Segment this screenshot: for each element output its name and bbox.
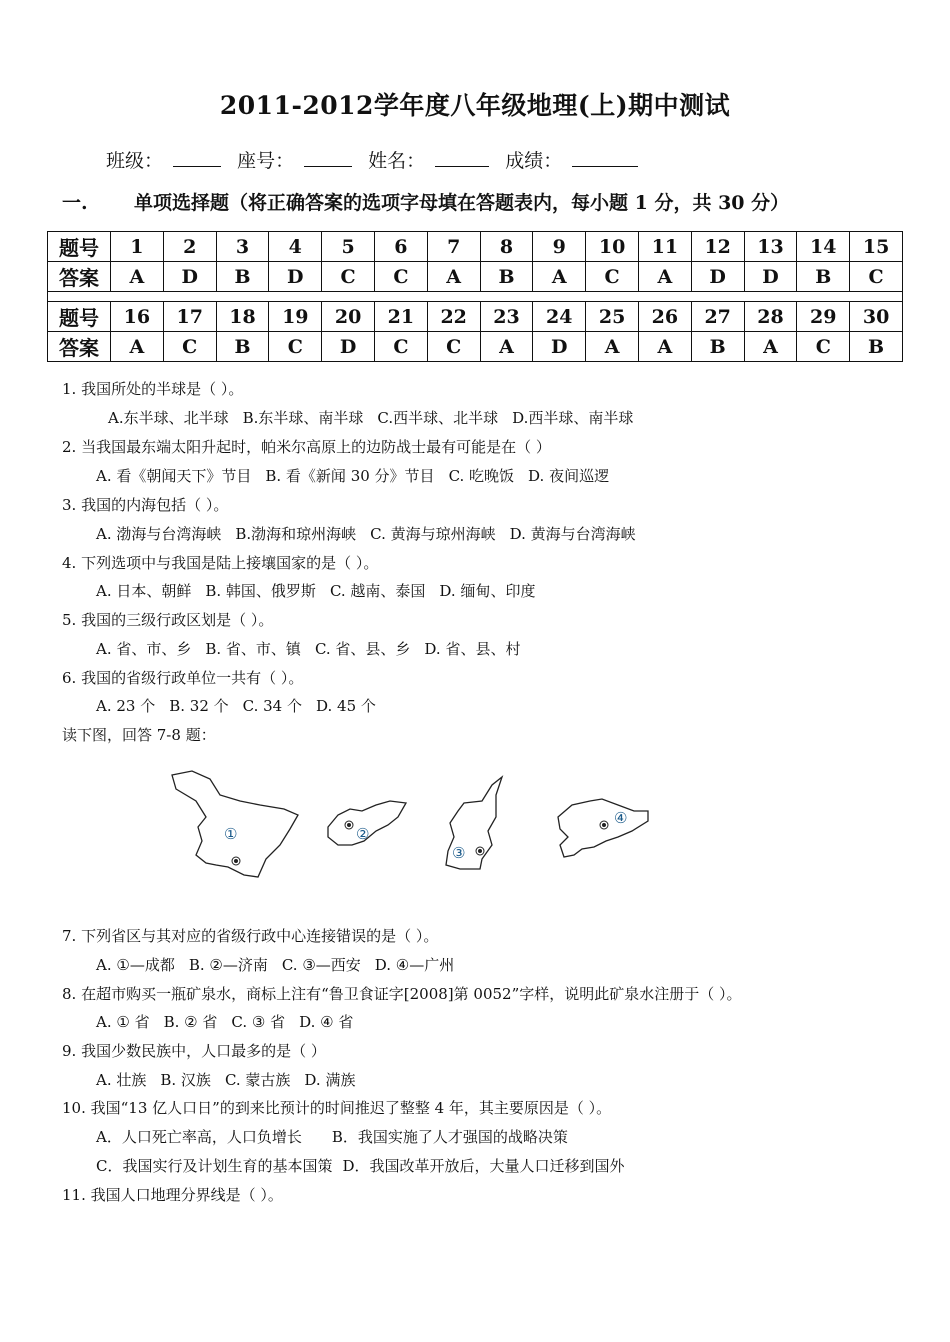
question-10-options-ab [96,1126,582,1147]
question-number-cell: 17 [163,302,216,332]
province-4-outline [558,799,648,857]
option[interactable]: A. 23 个 [96,697,156,715]
answer-cell[interactable]: C [427,332,480,362]
name-label: 姓名： [368,150,426,172]
answer-cell[interactable]: A [638,332,691,362]
answer-cell[interactable]: B [480,262,533,292]
answer-cell[interactable]: A [586,332,639,362]
question-2: 2. 当我国最东端太阳升起时，帕米尔高原上的边防战士最有可能是在（ ） [62,438,551,456]
question-3-options [96,523,650,544]
option[interactable]: C.西半球、北半球 [377,409,499,427]
question-number-cell: 30 [850,302,903,332]
question-number-header: 题号 [48,232,111,262]
section-instructions: 单项选择题（将正确答案的选项字母填在答题表内，每小题 1 分，共 30 分） [134,192,790,214]
option[interactable]: D. 45 个 [316,697,376,715]
read-instruction: 读下图，回答 7-8 题： [62,726,216,744]
question-number-cell: 20 [322,302,375,332]
question-number-row [48,232,903,262]
question-10-options-cd [96,1155,639,1176]
option[interactable]: C. 34 个 [242,697,302,715]
province-maps [162,765,672,885]
option[interactable]: C. 蒙古族 [224,1071,291,1089]
option[interactable]: B. ②—济南 [188,956,268,974]
option[interactable]: D. 省、县、村 [424,640,521,658]
question-number-cell: 7 [427,232,480,262]
option[interactable]: B. 省、市、镇 [205,640,301,658]
question-number-cell: 1 [111,232,164,262]
answer-row [48,262,903,292]
question-number-cell: 12 [691,232,744,262]
question-7: 7. 下列省区与其对应的省级行政中心连接错误的是（ ）。 [62,927,439,945]
student-info-line [106,146,648,173]
class-label: 班级： [106,150,164,172]
option[interactable]: A. ①—成都 [96,956,175,974]
option[interactable]: C. 省、县、乡 [314,640,411,658]
answer-cell[interactable]: B [691,332,744,362]
question-number-cell: 23 [480,302,533,332]
answer-cell[interactable]: D [691,262,744,292]
answer-cell[interactable]: A [111,262,164,292]
question-1-options [108,407,647,428]
answer-cell[interactable]: A [480,332,533,362]
option[interactable]: B.东半球、南半球 [242,409,364,427]
option[interactable]: B. 32 个 [169,697,229,715]
question-number-cell: 6 [374,232,427,262]
question-number-cell: 27 [691,302,744,332]
option[interactable]: A. 日本、朝鲜 [96,582,192,600]
question-number-cell: 9 [533,232,586,262]
answer-cell[interactable]: C [269,332,322,362]
map-label-3: ③ [452,844,466,862]
option[interactable]: C. 黄海与琼州海峡 [370,525,496,543]
map-label-2: ② [356,825,370,843]
question-number-cell: 22 [427,302,480,332]
option[interactable]: B. 韩国、俄罗斯 [205,582,316,600]
question-1: 1. 我国所处的半球是（ ）。 [62,380,244,398]
option[interactable]: B．我国实施了人才强国的战略决策 [331,1128,568,1146]
option[interactable]: B. ② 省 [163,1013,218,1031]
question-11: 11. 我国人口地理分界线是（ ）。 [62,1186,283,1204]
question-number-cell: 29 [797,302,850,332]
question-number-cell: 16 [111,302,164,332]
option[interactable]: A. 看《朝闻天下》节目 [96,467,252,485]
answer-cell[interactable]: C [374,332,427,362]
answer-cell[interactable]: B [216,262,269,292]
option[interactable]: C. ③ 省 [231,1013,286,1031]
question-4-options [96,580,549,601]
answer-header: 答案 [48,332,111,362]
answer-cell[interactable]: C [374,262,427,292]
name-field[interactable] [435,148,489,167]
score-field[interactable] [572,148,638,167]
question-9-options [96,1069,369,1090]
answer-cell[interactable]: C [586,262,639,292]
question-8: 8. 在超市购买一瓶矿泉水，商标上注有“鲁卫食证字[2008]第 0052”字样，说明此矿泉水注册于（ ）。 [62,985,742,1003]
question-4: 4. 下列选项中与我国是陆上接壤国家的是（ ）。 [62,554,379,572]
answer-cell[interactable]: A [427,262,480,292]
answer-cell[interactable]: D [533,332,586,362]
option[interactable]: C. 吃晚饭 [448,467,515,485]
table-spacer [48,292,903,302]
question-5: 5. 我国的三级行政区划是（ ）。 [62,611,274,629]
option[interactable]: D. ④—广州 [374,956,455,974]
answer-cell[interactable]: A [638,262,691,292]
option[interactable]: D. ④ 省 [299,1013,354,1031]
question-number-header: 题号 [48,302,111,332]
answer-cell[interactable]: B [797,262,850,292]
question-number-cell: 25 [586,302,639,332]
answer-row [48,332,903,362]
option[interactable]: D．我国改革开放后，大量人口迁移到国外 [342,1157,625,1175]
question-number-cell: 2 [163,232,216,262]
map-label-1: ① [224,825,238,843]
question-number-row [48,302,903,332]
question-number-cell: 19 [269,302,322,332]
question-5-options [96,638,534,659]
answer-cell[interactable]: C [850,262,903,292]
question-6: 6. 我国的省级行政单位一共有（ ）。 [62,669,304,687]
answer-cell[interactable]: C [797,332,850,362]
question-number-cell: 18 [216,302,269,332]
score-label: 成绩： [505,150,563,172]
answer-cell[interactable]: D [322,332,375,362]
section-number: 一. [62,192,88,214]
option[interactable]: A．人口死亡率高，人口负增长 [96,1128,302,1146]
option[interactable]: B. 看《新闻 30 分》节目 [265,467,435,485]
answer-cell[interactable]: C [322,262,375,292]
answer-cell[interactable]: A [533,262,586,292]
option[interactable]: D. 黄海与台湾海峡 [509,525,636,543]
answer-cell[interactable]: B [850,332,903,362]
option[interactable]: C. ③—西安 [281,956,361,974]
option[interactable]: B.渤海和琼州海峡 [235,525,357,543]
answer-cell[interactable]: C [163,332,216,362]
option[interactable]: A. 渤海与台湾海峡 [96,525,222,543]
option[interactable]: A.东半球、北半球 [108,409,229,427]
option[interactable]: D. 满族 [304,1071,356,1089]
question-7-options [96,954,468,975]
question-number-cell: 11 [638,232,691,262]
question-3: 3. 我国的内海包括（ ）。 [62,496,229,514]
question-number-cell: 4 [269,232,322,262]
page-title: 2011-2012学年度八年级地理(上)期中测试 [219,91,731,120]
map-label-4: ④ [614,809,628,827]
answer-cell[interactable]: A [744,332,797,362]
question-number-cell: 24 [533,302,586,332]
question-10: 10. 我国“13 亿人口日”的到来比预计的时间推迟了整整 4 年，其主要原因是（ ）。 [62,1099,612,1117]
option[interactable]: D. 缅甸、印度 [439,582,536,600]
question-number-cell: 3 [216,232,269,262]
question-number-cell: 10 [586,232,639,262]
question-number-cell: 8 [480,232,533,262]
option[interactable]: C. 越南、泰国 [329,582,426,600]
table-spacer-row [48,292,903,302]
question-2-options [96,465,623,486]
question-number-cell: 21 [374,302,427,332]
option[interactable]: A. 壮族 [96,1071,147,1089]
option[interactable]: A. 省、市、乡 [96,640,192,658]
option[interactable]: A. ① 省 [96,1013,150,1031]
option[interactable]: B. 汉族 [160,1071,211,1089]
question-8-options [96,1011,367,1032]
question-number-cell: 5 [322,232,375,262]
section-heading [62,188,789,215]
answer-cell[interactable]: D [744,262,797,292]
answer-cell[interactable]: D [269,262,322,292]
question-number-cell: 26 [638,302,691,332]
answer-cell[interactable]: D [163,262,216,292]
seat-label: 座号： [237,150,295,172]
answer-cell[interactable]: B [216,332,269,362]
option[interactable]: D.西半球、南半球 [512,409,634,427]
question-number-cell: 13 [744,232,797,262]
question-number-cell: 14 [797,232,850,262]
question-number-cell: 15 [850,232,903,262]
seat-field[interactable] [304,148,352,167]
option[interactable]: D. 夜间巡逻 [528,467,610,485]
question-9: 9. 我国少数民族中，人口最多的是（ ） [62,1042,326,1060]
question-number-cell: 28 [744,302,797,332]
answer-table [47,231,903,362]
question-6-options [96,695,390,716]
answer-cell[interactable]: A [111,332,164,362]
class-field[interactable] [173,148,221,167]
option[interactable]: C．我国实行及计划生育的基本国策 [96,1157,333,1175]
answer-header: 答案 [48,262,111,292]
